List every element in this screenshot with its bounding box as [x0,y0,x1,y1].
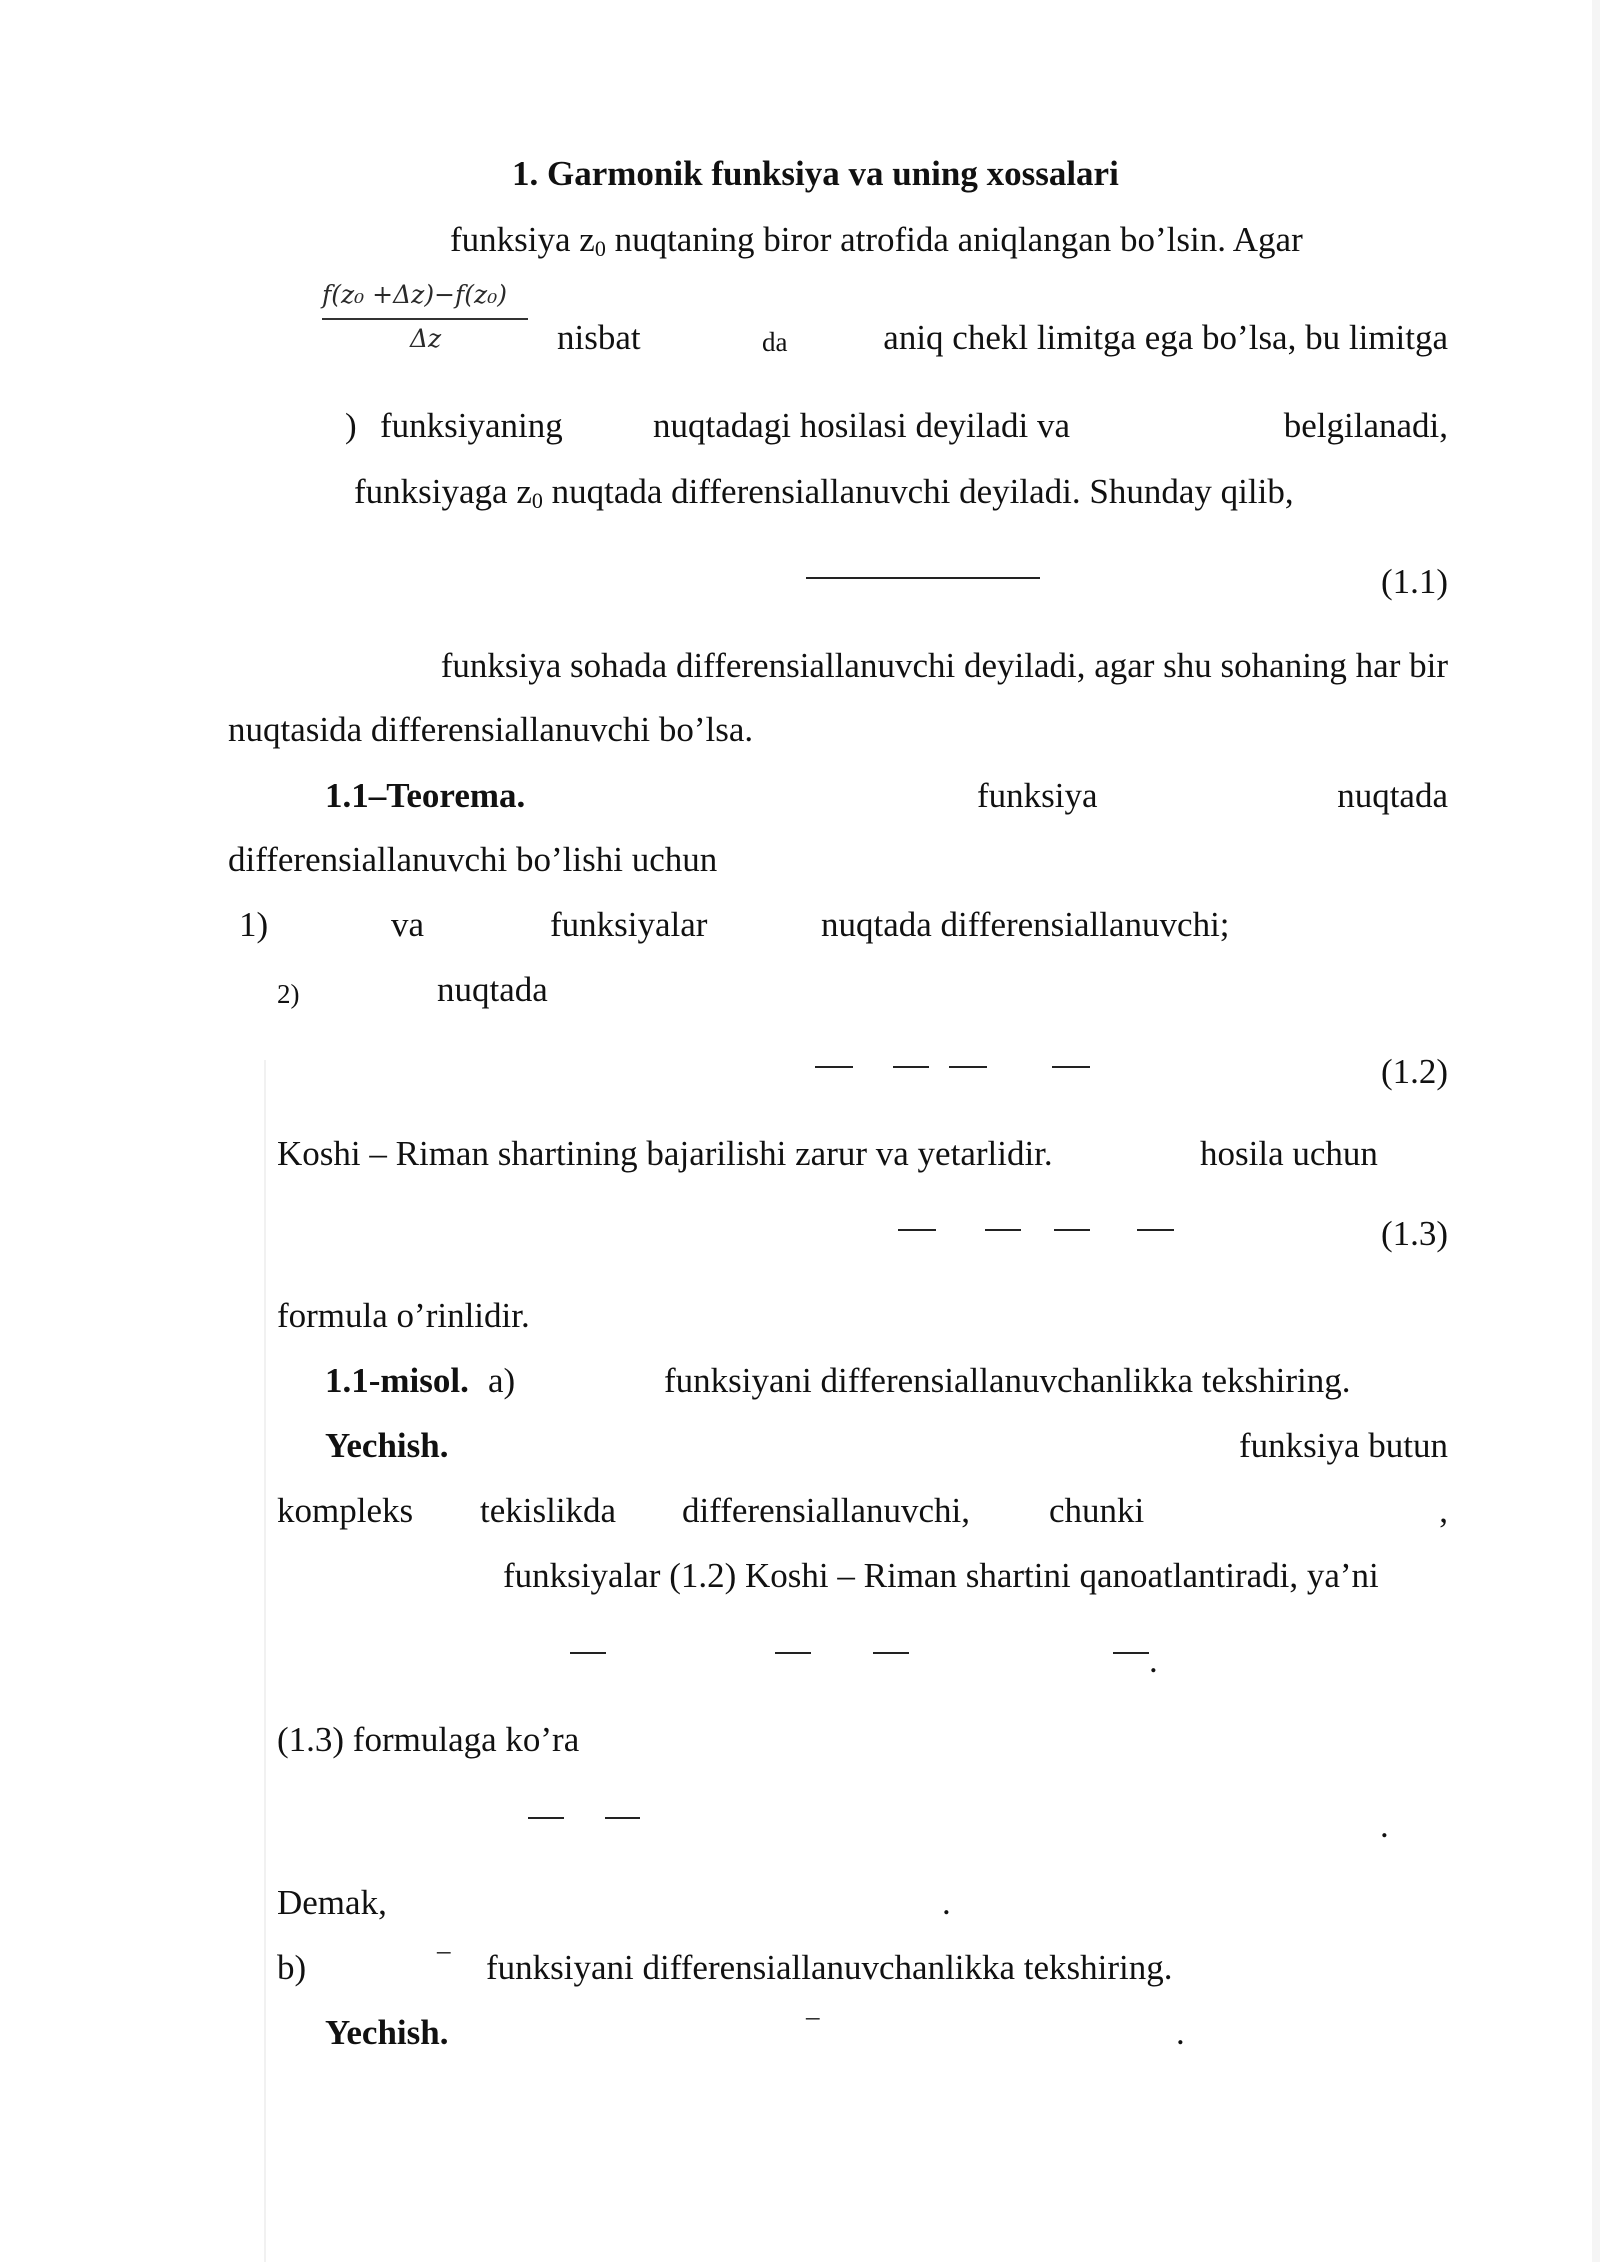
equation-number: (1.1) [1380,562,1448,601]
paragraph-line [450,220,1303,269]
text-run: chunki [1049,1491,1145,1530]
paragraph-line: Koshi – Riman shartining bajarilishi zarur va yetarlidir. [277,1134,1053,1173]
paragraph-line: funksiyani differensiallanuvchanlikka tekshiring. [664,1361,1351,1400]
text-run: tekislikda [480,1491,617,1530]
text-run: nuqtada [1337,776,1448,815]
text-run: funksiya z [450,220,595,259]
text-run: nuqtaning biror atrofida aniqlangan bo’lsin. Agar [605,220,1303,259]
fraction-bar [893,1066,929,1068]
text-period: . [1176,2013,1185,2052]
difference-quotient-image [322,280,530,358]
theorem-label: 1.1–Teorema. [325,776,526,815]
solution-label: Yechish. [325,1426,449,1465]
fraction-bar [873,1652,909,1654]
text-run: , [1439,1491,1448,1530]
fraction-bar [1113,1652,1149,1654]
fraction-bar [1052,1066,1090,1068]
text-run: belgilanadi, [1283,406,1448,445]
subscript: 0 [594,236,606,261]
text-run: funksiya [977,776,1098,815]
text-da: da [762,327,788,357]
fraction-bar [1137,1229,1174,1231]
text-period: . [1149,1641,1158,1680]
page-edge-shadow [264,1060,266,2262]
text-run: differensiallanuvchi, [682,1491,970,1530]
fraction-bar [775,1652,811,1654]
text-period: . [1380,1806,1389,1845]
fraction-bar [322,318,528,320]
fraction-bar [815,1066,853,1068]
fraction-numerator: f(z₀ +Δz)−f(z₀) [322,280,507,309]
list-number: 2) [277,979,300,1009]
fraction-bar [605,1817,640,1819]
fraction-bar [806,577,1040,579]
paragraph-line: funksiya sohada differensiallanuvchi deyiladi, agar shu sohaning har bir [440,646,1448,685]
text-run: funksiyaga z [354,472,532,511]
solution-label: Yechish. [325,2013,449,2052]
overbar-mark: – [437,1935,451,1965]
page-edge-shadow [1592,0,1600,2262]
paragraph-line: formula o’rinlidir. [277,1296,530,1335]
text-run: funksiyalar [550,905,708,944]
text-run: a) [488,1361,516,1400]
paragraph-line: Demak, [277,1883,387,1922]
section-heading: 1. Garmonik funksiya va uning xossalari [512,154,1119,193]
paragraph-line: nuqtasida differensiallanuvchi bo’lsa. [228,710,754,749]
paragraph-line: aniq chekl limitga ega bo’lsa, bu limitga [883,318,1448,357]
fraction-bar [898,1229,936,1231]
text-run: nuqtadagi hosilasi deyiladi va [653,406,1070,445]
list-label: b) [277,1948,307,1987]
fraction-bar [528,1817,564,1819]
fraction-bar [570,1652,606,1654]
text-paren: ) [345,406,357,445]
list-number: 1) [239,905,269,944]
text-run: nuqtada [437,970,548,1009]
text-run: va [391,905,425,944]
paragraph-line [354,472,1294,521]
text-run: funksiya butun [1238,1426,1448,1465]
text-run: nuqtada differensiallanuvchi deyiladi. Shunday qilib, [542,472,1294,511]
text-run: funksiyaning [380,406,563,445]
text-period: . [942,1883,951,1922]
text-run: hosila uchun [1200,1134,1378,1173]
fraction-denominator: Δz [410,324,442,353]
text-run: kompleks [277,1491,414,1530]
equation-number: (1.2) [1380,1052,1448,1091]
text-nisbat: nisbat [557,318,641,357]
subscript: 0 [531,488,543,513]
fraction-bar [1054,1229,1090,1231]
paragraph-line: funksiyani differensiallanuvchanlikka tekshiring. [486,1948,1173,1987]
paragraph-line: funksiyalar (1.2) Koshi – Riman shartini qanoatlantiradi, ya’ni [503,1556,1379,1595]
fraction-bar [985,1229,1021,1231]
paragraph-line: differensiallanuvchi bo’lishi uchun [228,840,718,879]
fraction-bar [949,1066,987,1068]
equation-number: (1.3) [1380,1214,1448,1253]
example-label: 1.1-misol. [325,1361,469,1400]
text-run: nuqtada differensiallanuvchi; [821,905,1230,944]
overbar-mark: – [806,2001,820,2031]
paragraph-line: (1.3) formulaga ko’ra [277,1720,580,1759]
